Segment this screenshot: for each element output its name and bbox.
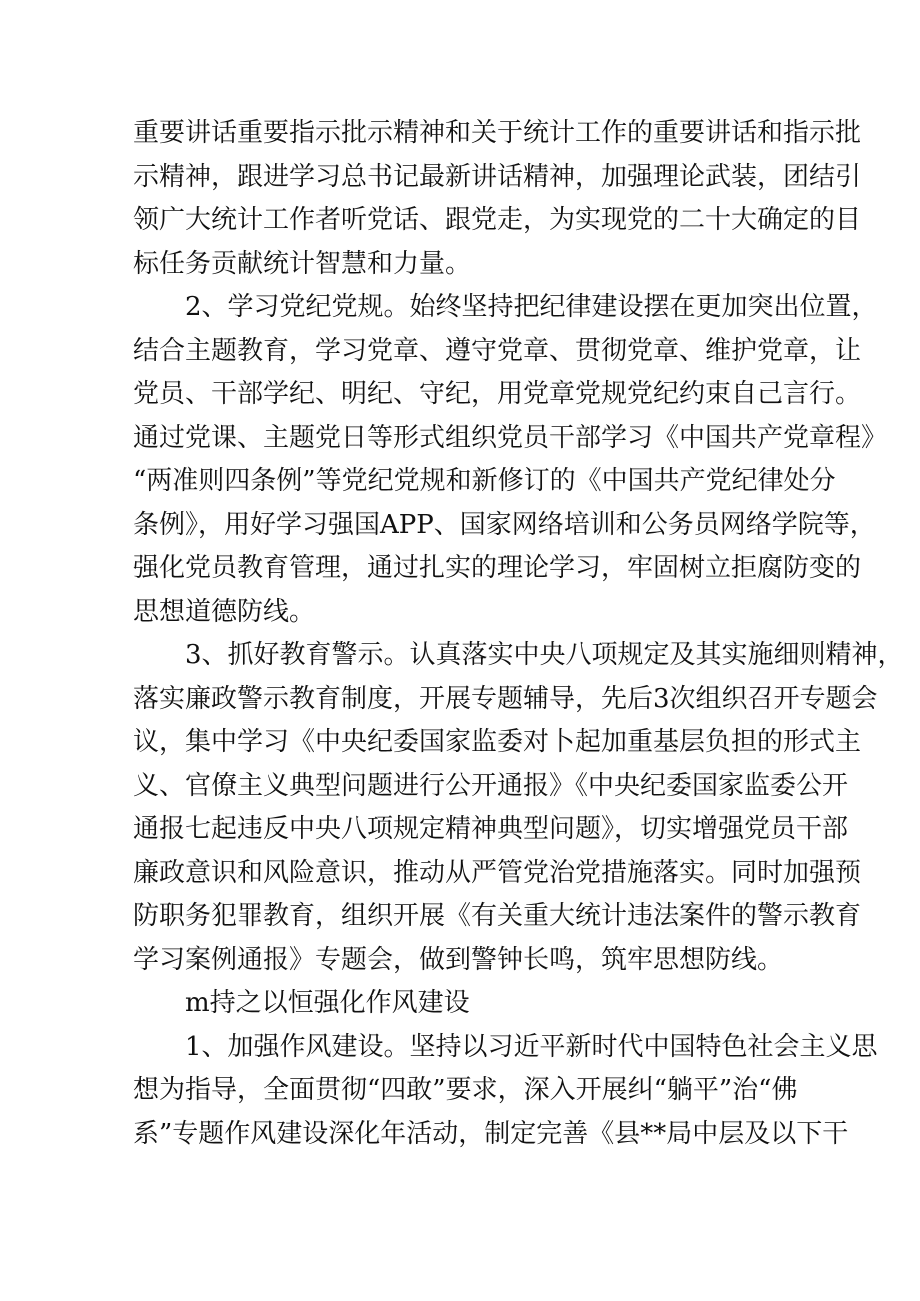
text-line: 义、官僚主义典型问题进行公开通报》《中央纪委国家监委公开 — [133, 770, 849, 801]
text-line: 强化党员教育管理，通过扎实的理论学习，牢固树立拒腐防变的 — [133, 553, 862, 583]
paragraph-3-first-line: 3、抓好教育警示。认真落实中央八项规定及其实施细则精神， — [185, 640, 904, 670]
text-line: 示精神，跟进学习总书记最新讲话精神，加强理论武装，团结引 — [133, 161, 862, 192]
text-line: 标任务贡献统计智慧和力量。 — [133, 248, 472, 279]
paragraph-4-first-line: 1、加强作风建设。坚持以习近平新时代中国特色社会主义思 — [185, 1031, 878, 1062]
text-line: 党员、干部学纪、明纪、守纪，用党章党规党纪约束自己言行。 — [133, 379, 862, 409]
text-line: 通过党课、主题党日等形式组织党员干部学习《中国共产党章程》 — [133, 422, 888, 453]
text-line: 通报七起违反中央八项规定精神典型问题》，切实增强党员干部 — [133, 814, 849, 844]
text-line: 想为指导，全面贯彻“四敢”要求，深入开展纠“躺平”治“佛 — [133, 1075, 798, 1105]
text-line: 系”专题作风建设深化年活动，制定完善《县**局中层及以下干 — [133, 1118, 849, 1149]
paragraph-2-first-line: 2、学习党纪党规。始终坚持把纪律建设摆在更加突出位置， — [185, 292, 878, 322]
document-body — [133, 112, 904, 1156]
text-line: 结合主题教育，学习党章、遵守党章、贯彻党章、维护党章，让 — [133, 335, 862, 366]
text-line: 思想道德防线。 — [133, 596, 316, 627]
section-heading: m持之以恒强化作风建设 — [185, 988, 470, 1018]
text-line: 议，集中学习《中央纪委国家监委对卜起加重基层负担的形式主 — [133, 727, 862, 757]
text-line: 条例》，用好学习强国APP、国家网络培训和公务员网络学院等， — [133, 509, 876, 540]
text-line: 学习案例通报》专题会，做到警钟长鸣，筑牢思想防线。 — [133, 944, 784, 975]
text-line: 重要讲话重要指示批示精神和关于统计工作的重要讲话和指示批 — [133, 118, 862, 148]
text-line: 廉政意识和风险意识，推动从严管党治党措施落实。同时加强预 — [133, 857, 862, 888]
text-line: 防职务犯罪教育，组织开展《有关重大统计违法案件的警示教育 — [133, 901, 862, 931]
text-line: “两准则四条例”等党纪党规和新修订的《中国共产党纪律处分 — [133, 466, 836, 496]
text-line: 领广大统计工作者听党话、跟党走，为实现党的二十大确定的目 — [133, 205, 862, 235]
text-line: 落实廉政警示教育制度，开展专题辅导，先后3次组织召开专题会 — [133, 683, 878, 714]
